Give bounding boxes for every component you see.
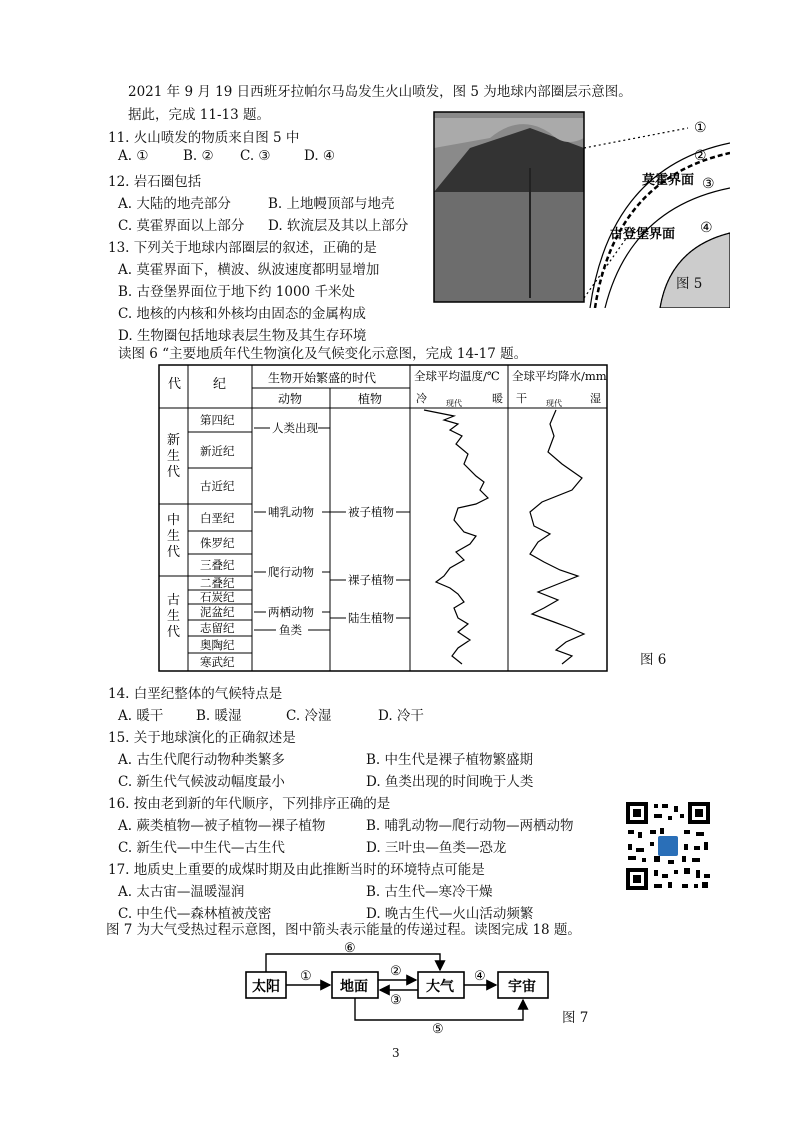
q11-option-c: C. ③ — [240, 148, 271, 164]
header-era: 代 — [168, 377, 182, 392]
q16-option-b: B. 哺乳动物—爬行动物—两栖动物 — [366, 818, 574, 834]
animal-mammals: 哺乳动物 — [268, 505, 314, 519]
q13-option-d: D. 生物圈包括地球表层生物及其生存环境 — [118, 328, 367, 344]
q16-option-d: D. 三叶虫—鱼类—恐龙 — [366, 840, 507, 856]
question-13: 13. 下列关于地球内部圈层的叙述，正确的是 — [108, 240, 377, 256]
header-animal: 动物 — [278, 392, 303, 406]
q13-option-c: C. 地核的内核和外核均由固态的金属构成 — [118, 306, 366, 322]
period-carboniferous: 石炭纪 — [200, 590, 235, 604]
q17-option-d: D. 晚古生代—火山活动频繁 — [366, 906, 534, 922]
figure-5-caption: 图 5 — [676, 276, 703, 292]
era-mesozoic: 中生代 — [167, 513, 181, 560]
gutenberg-label: 古登堡界面 — [610, 227, 676, 242]
plant-angiosperms: 被子植物 — [348, 505, 394, 519]
label-now-temp: 现代 — [446, 399, 462, 408]
header-temp: 全球平均温度/℃ — [414, 369, 500, 383]
q13-option-b: B. 古登堡界面位于地下约 1000 千米处 — [118, 284, 355, 300]
period-jurassic: 侏罗纪 — [200, 536, 235, 550]
header-plant: 植物 — [358, 392, 383, 406]
animal-amphibians: 两栖动物 — [268, 605, 314, 619]
q14-option-d: D. 冷干 — [378, 708, 424, 724]
q15-option-b: B. 中生代是裸子植物繁盛期 — [366, 752, 534, 768]
header-life: 生物开始繁盛的时代 — [268, 371, 377, 385]
volcano-photo — [434, 112, 584, 302]
label-dry: 干 — [516, 392, 527, 405]
period-neogene: 新近纪 — [200, 444, 235, 458]
q17-option-b: B. 古生代—寒冷干燥 — [366, 884, 493, 900]
layer-2-marker: ② — [694, 148, 707, 164]
question-14: 14. 白垩纪整体的气候特点是 — [108, 686, 283, 702]
figure-6-caption: 图 6 — [640, 652, 667, 668]
header-period: 纪 — [213, 377, 227, 392]
q12-option-c: C. 莫霍界面以上部分 — [118, 218, 245, 234]
period-silurian: 志留纪 — [200, 621, 235, 635]
question-15: 15. 关于地球演化的正确叙述是 — [108, 730, 296, 746]
q16-option-a: A. 蕨类植物—被子植物—裸子植物 — [118, 818, 326, 834]
era-labels — [167, 433, 180, 640]
q12-option-d: D. 软流层及其以上部分 — [268, 218, 409, 234]
page-number: 3 — [392, 1046, 400, 1060]
arrow-5-label: ⑤ — [432, 1022, 444, 1035]
space-label: 宇宙 — [508, 979, 536, 995]
moho-label: 莫霍界面 — [642, 173, 695, 188]
q15-option-a: A. 古生代爬行动物种类繁多 — [118, 752, 285, 768]
era-paleozoic: 古生代 — [167, 593, 181, 640]
period-ordovician: 奥陶纪 — [200, 638, 235, 652]
q13-option-a: A. 莫霍界面下，横波、纵波速度都明显增加 — [118, 262, 380, 278]
q12-option-b: B. 上地幔顶部与地壳 — [268, 196, 395, 212]
plant-land-plants: 陆生植物 — [348, 611, 394, 625]
arrow-4-label: ④ — [474, 969, 486, 984]
figure-7-heating-process — [240, 940, 560, 1035]
header-rain: 全球平均降水/mm — [512, 369, 607, 383]
layer-4-marker: ④ — [700, 220, 713, 236]
arrow-1-label: ① — [300, 969, 312, 984]
question-11: 11. 火山喷发的物质来自图 5 中 — [108, 130, 300, 146]
temperature-curve — [424, 410, 488, 664]
period-quaternary: 第四纪 — [200, 413, 235, 427]
figure-6-geologic-table — [158, 364, 608, 672]
intro-line-1: 2021 年 9 月 19 日西班牙拉帕尔马岛发生火山喷发，图 5 为地球内部圈层示意图。 — [128, 84, 632, 100]
label-wet: 湿 — [590, 392, 601, 405]
q15-option-d: D. 鱼类出现的时间晚于人类 — [366, 774, 534, 790]
arrow-5 — [355, 998, 523, 1020]
period-permian: 二叠纪 — [200, 576, 235, 590]
q15-option-c: C. 新生代气候波动幅度最小 — [118, 774, 285, 790]
arrow-6 — [266, 954, 440, 972]
period-cretaceous: 白垩纪 — [200, 511, 235, 525]
q14-option-c: C. 冷湿 — [286, 708, 332, 724]
animal-reptiles: 爬行动物 — [268, 565, 314, 579]
label-warm: 暖 — [492, 392, 503, 405]
q14-option-b: B. 暖湿 — [196, 708, 242, 724]
arrow-2-label: ② — [390, 964, 402, 979]
q12-option-a: A. 大陆的地壳部分 — [118, 196, 231, 212]
animal-humans: 人类出现 — [272, 421, 318, 435]
q17-option-c: C. 中生代—森林植被茂密 — [118, 906, 272, 922]
arrow-3-label: ③ — [390, 993, 402, 1008]
period-devonian: 泥盆纪 — [200, 605, 235, 619]
ground-label: 地面 — [340, 979, 368, 995]
q14-option-a: A. 暖干 — [118, 708, 164, 724]
figure-7-caption: 图 7 — [562, 1010, 589, 1026]
q11-option-d: D. ④ — [304, 148, 336, 164]
q17-option-a: A. 太古宙—温暖湿润 — [118, 884, 245, 900]
period-cambrian: 寒武纪 — [200, 655, 235, 669]
period-paleogene: 古近纪 — [200, 479, 235, 493]
figure-6-intro: 读图 6 “主要地质年代生物演化及气候变化示意图，完成 14-17 题。 — [118, 346, 528, 362]
question-17: 17. 地质史上重要的成煤时期及由此推断当时的环境特点可能是 — [108, 862, 485, 878]
layer-3-marker: ③ — [702, 176, 715, 192]
era-cenozoic: 新生代 — [167, 433, 181, 480]
atmosphere-label: 大气 — [426, 979, 454, 995]
q11-option-a: A. ① — [118, 148, 149, 164]
label-now-rain: 现代 — [546, 399, 562, 408]
layer-1-marker: ① — [694, 120, 707, 136]
intro-line-2: 据此，完成 11-13 题。 — [128, 107, 271, 123]
q16-option-c: C. 新生代—中生代—古生代 — [118, 840, 285, 856]
q11-option-b: B. ② — [183, 148, 214, 164]
animal-fish: 鱼类 — [279, 623, 302, 637]
plant-gymnosperms: 裸子植物 — [348, 573, 394, 587]
figure-7-intro: 图 7 为大气受热过程示意图，图中箭头表示能量的传递过程。读图完成 18 题。 — [106, 922, 581, 938]
sun-label: 太阳 — [252, 979, 280, 995]
core-region — [660, 233, 730, 308]
question-12: 12. 岩石圈包括 — [108, 174, 202, 190]
qr-code — [624, 800, 712, 892]
period-triassic: 三叠纪 — [200, 558, 235, 572]
arrow-6-label: ⑥ — [344, 941, 356, 956]
question-16: 16. 按由老到新的年代顺序，下列排序正确的是 — [108, 796, 391, 812]
label-cold: 冷 — [416, 392, 427, 405]
precipitation-curve — [530, 410, 584, 664]
